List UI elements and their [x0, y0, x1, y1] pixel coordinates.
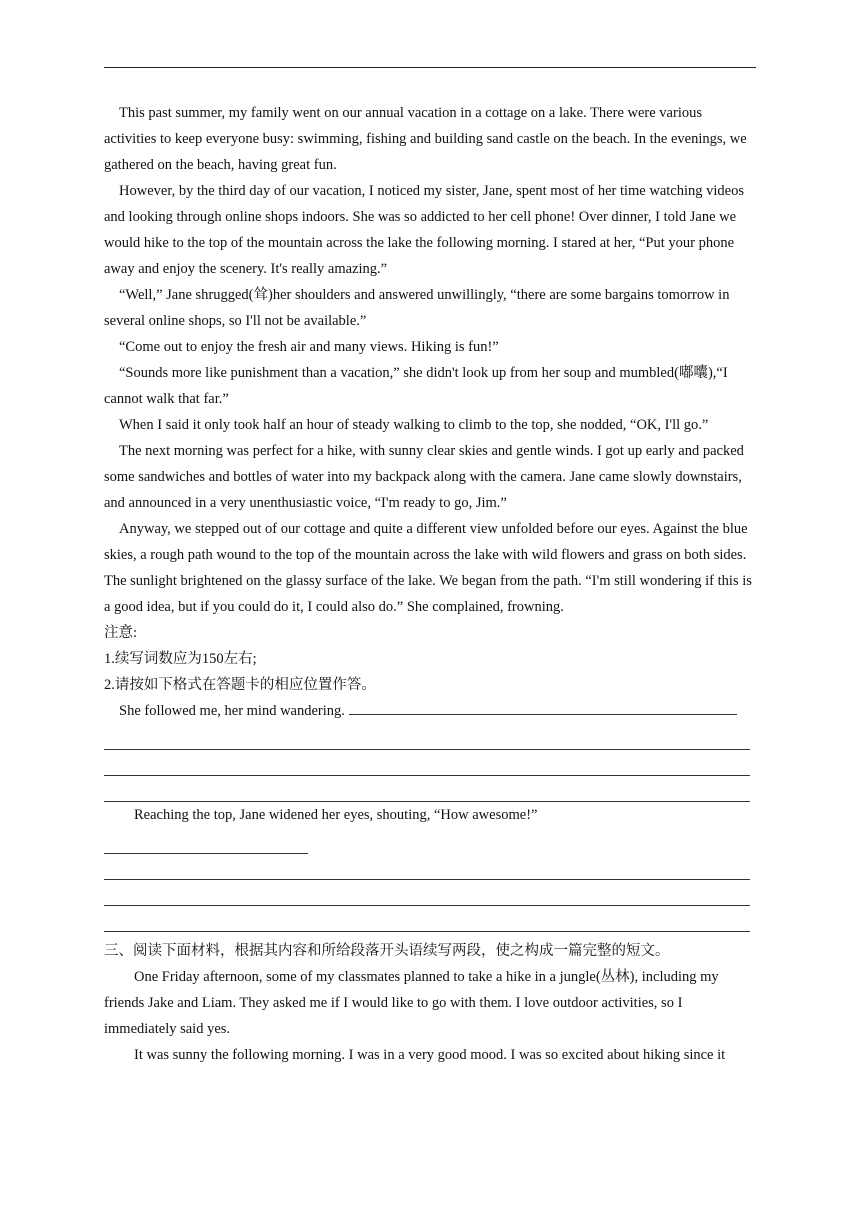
passage-paragraph: “Sounds more like punishment than a vacation,” she didn't look up from her soup and mumbled(嘟囔),“I cannot walk that far.” [104, 365, 728, 407]
answer-line[interactable] [104, 828, 308, 854]
passage-paragraph: This past summer, my family went on our annual vacation in a cottage on a lake. There were various activities to keep everyone busy: swimming, fishing and building sand castle on the beach. In the evenings, we gathered on the beach, having great fun. [104, 105, 747, 173]
answer-line[interactable] [104, 724, 750, 750]
passage-paragraph: When I said it only took half an hour of steady walking to climb to the top, she nodded, “OK, I'll go.” [119, 417, 709, 433]
answer-line[interactable] [104, 854, 750, 880]
answer-blank[interactable] [349, 698, 737, 715]
answer-line[interactable] [104, 880, 750, 906]
section-3-title: 三、阅读下面材料，根据其内容和所给段落开头语续写两段，使之构成一篇完整的短文。 [104, 943, 670, 959]
passage-paragraph: “Well,” Jane shrugged(耸)her shoulders and answered unwillingly, “there are some bargains tomorrow in several online shops, so I'll not be available.” [104, 287, 730, 329]
notes-item: 1.续写词数应为150左右; [104, 651, 257, 667]
section-3-paragraph: It was sunny the following morning. I was in a very good mood. I was so excited about hiking since it [134, 1047, 726, 1063]
answer-line[interactable] [104, 776, 750, 802]
notes-title: 注意: [104, 625, 138, 641]
answer-line[interactable] [104, 750, 750, 776]
header-rule [104, 67, 756, 68]
notes-item: 2.请按如下格式在答题卡的相应位置作答。 [104, 677, 376, 693]
passage-paragraph: However, by the third day of our vacation, I noticed my sister, Jane, spent most of her time watching videos and looking through online shops indoors. She was so addicted to her cell phone! Over dinner, I told Jane we would hike to the top of the mountain across the lake the following morning. I stared at her, “Put your phone away and enjoy the scenery. It's really amazing.” [104, 183, 745, 277]
opening-sentence-1-text: She followed me, her mind wandering. [119, 703, 345, 719]
section-3-paragraph: One Friday afternoon, some of my classmates planned to take a hike in a jungle(丛林), including my friends Jake and Liam. They asked me if I would like to go with them. I love outdoor activities, so I immediately said yes. [104, 969, 719, 1037]
passage-paragraph: The next morning was perfect for a hike, with sunny clear skies and gentle winds. I got up early and packed some sandwiches and bottles of water into my backpack along with the camera. Jane came slowly downstairs, and announced in a very unenthusiastic voice, “I'm ready to go, Jim.” [104, 443, 744, 511]
document-body [104, 100, 756, 1068]
opening-sentence-2: Reaching the top, Jane widened her eyes, shouting, “How awesome!” [134, 807, 538, 823]
answer-line[interactable] [104, 906, 750, 932]
passage-paragraph: “Come out to enjoy the fresh air and many views. Hiking is fun!” [119, 339, 499, 355]
passage-paragraph: Anyway, we stepped out of our cottage and quite a different view unfolded before our eyes. Against the blue skies, a rough path wound to the top of the mountain across the lake with wild flowers and grass on both sides. The sunlight brightened on the glassy surface of the lake. We began from the path. “I'm still wondering if this is a good idea, but if you could do it, I could also do.” She complained, frowning. [104, 521, 752, 615]
opening-sentence-1 [104, 698, 756, 724]
